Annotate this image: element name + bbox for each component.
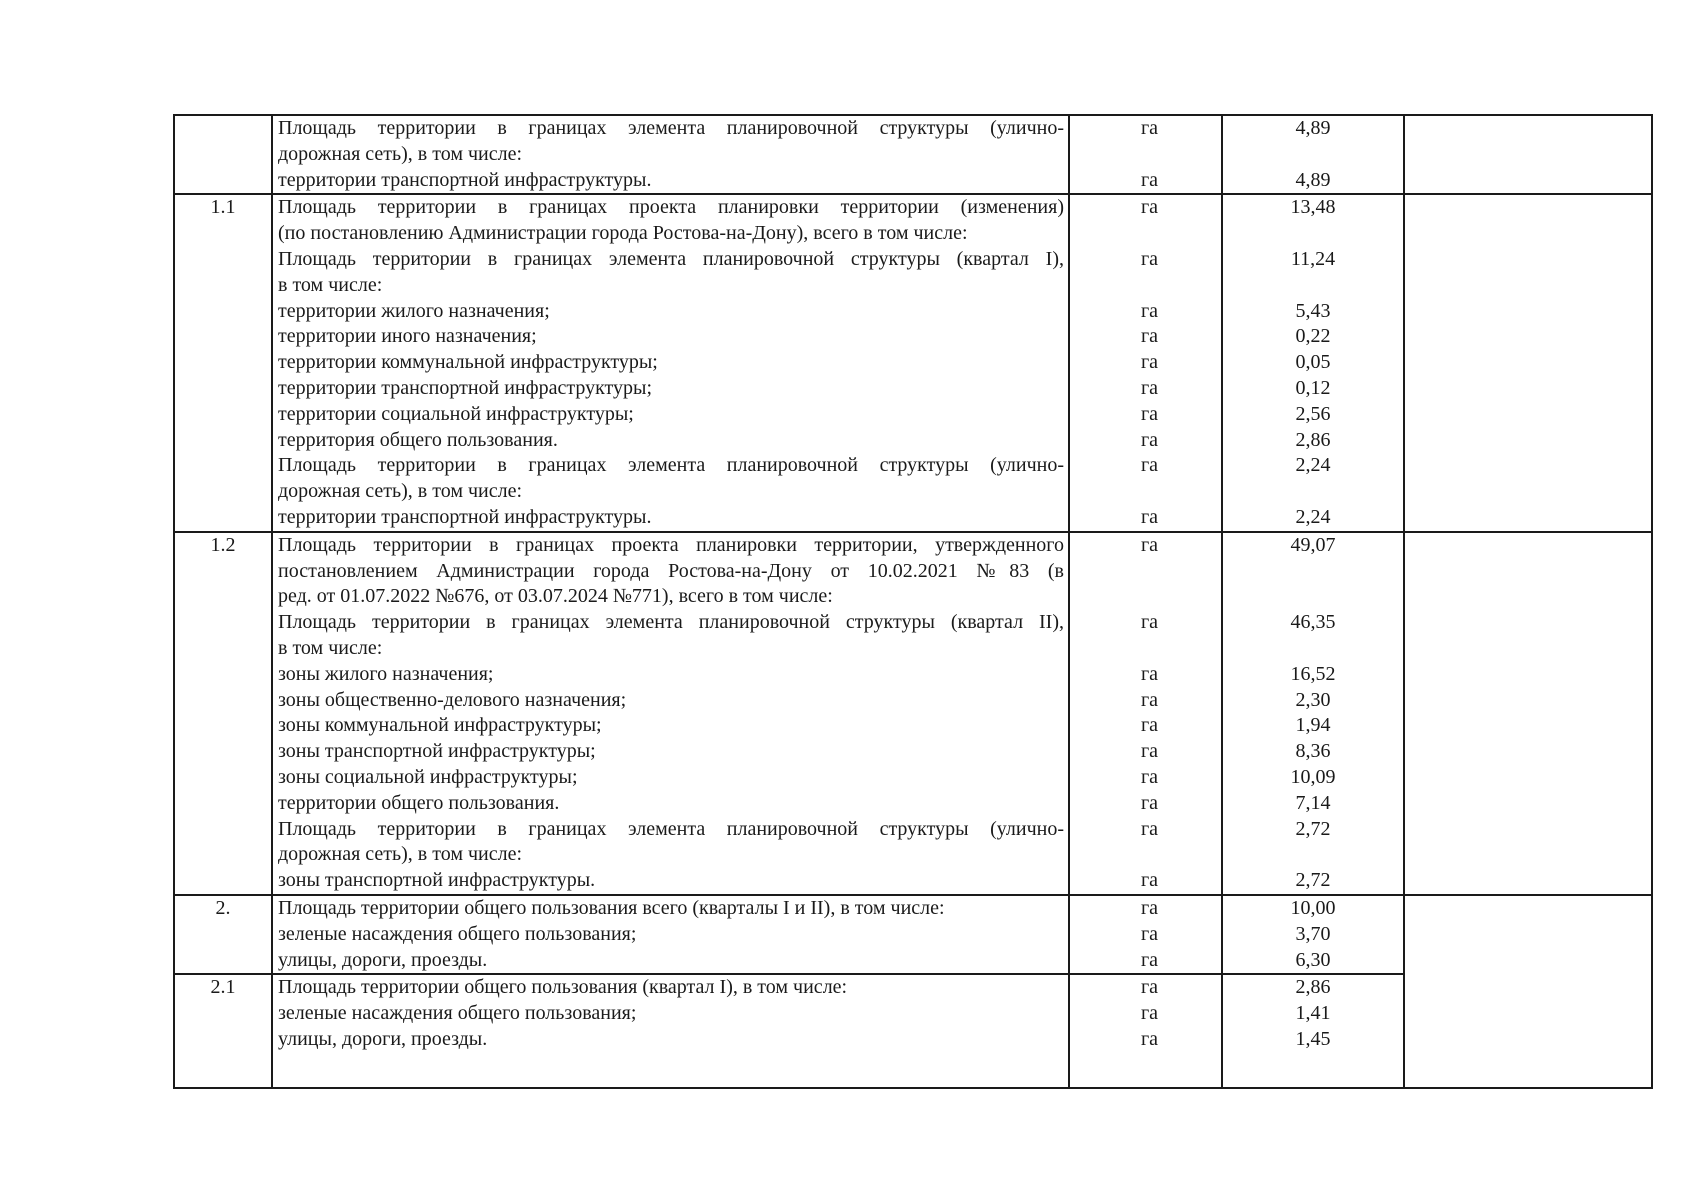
- indicator-value: 0,12: [1295, 376, 1331, 399]
- indicator-value: 46,35: [1290, 611, 1336, 634]
- empty-line: [1223, 636, 1403, 662]
- empty-line: [1223, 584, 1403, 610]
- indicator-text-line: зоны транспортной инфраструктуры;: [278, 740, 596, 763]
- value-cell: [1222, 895, 1404, 974]
- table-row: [174, 115, 1652, 194]
- indicator-text-line: Площадь территории в границах элемента планировочной структуры (улично-: [278, 454, 1064, 477]
- unit-label: га: [1140, 1027, 1159, 1050]
- unit-label: га: [1140, 247, 1159, 270]
- row-number: 2.1: [210, 976, 236, 999]
- indicator-text-line: территории транспортной инфраструктуры;: [278, 376, 652, 399]
- indicator-text-line: Площадь территории в границах элемента планировочной структуры (улично-: [278, 117, 1064, 139]
- row-number-cell: [174, 115, 272, 194]
- indicator-value: 1,94: [1295, 714, 1331, 737]
- indicator-value: 1,41: [1295, 1002, 1331, 1025]
- notes-cell: [1404, 895, 1652, 1088]
- indicator-value: 0,22: [1295, 325, 1331, 348]
- value-cell: [1222, 532, 1404, 895]
- row-number-cell: [174, 974, 272, 1087]
- unit-label: га: [1140, 1002, 1159, 1025]
- indicator-text-line: Площадь территории общего пользования (квартал I), в том числе:: [278, 976, 848, 999]
- unit-label: га: [1140, 117, 1159, 139]
- row-number-cell: [174, 895, 272, 974]
- indicator-value: 3,70: [1295, 922, 1331, 945]
- indicator-text-line: Площадь территории общего пользования всего (кварталы I и II), в том числе:: [278, 896, 945, 919]
- empty-line: [1070, 142, 1221, 168]
- indicator-text-line: дорожная сеть), в том числе:: [278, 843, 523, 866]
- unit-label: га: [1140, 896, 1159, 919]
- indicator-value: 10,09: [1290, 765, 1336, 788]
- indicator-value: 2,86: [1295, 976, 1331, 999]
- indicator-name-cell: [272, 974, 1069, 1087]
- unit-cell: [1069, 194, 1222, 531]
- empty-line: [1223, 221, 1403, 247]
- row-number: 1.1: [210, 196, 236, 219]
- indicator-text-line: зоны общественно-делового назначения;: [278, 688, 627, 711]
- empty-line: [1070, 273, 1221, 299]
- value-cell: [1222, 194, 1404, 531]
- unit-cell: [1069, 974, 1222, 1087]
- row-number: 2.: [215, 896, 231, 919]
- empty-line: [1223, 559, 1403, 585]
- unit-label: га: [1140, 402, 1159, 425]
- indicator-text-line: Площадь территории в границах проекта планировки территории, утвержденного: [278, 533, 1064, 556]
- indicator-text-line: Площадь территории в границах элемента планировочной структуры (квартал II),: [278, 611, 1064, 634]
- empty-line: [1070, 584, 1221, 610]
- unit-cell: [1069, 115, 1222, 194]
- indicator-text-line: Площадь территории в границах элемента планировочной структуры (квартал I),: [278, 247, 1064, 270]
- indicator-text-line: территории жилого назначения;: [278, 299, 550, 322]
- indicator-text-line: зоны жилого назначения;: [278, 662, 494, 685]
- indicator-value: 2,30: [1295, 688, 1331, 711]
- unit-label: га: [1140, 454, 1159, 477]
- unit-label: га: [1140, 376, 1159, 399]
- indicator-text-line: постановлением Администрации города Ростова-на-Дону от 10.02.2021 №83 (в: [278, 559, 1064, 582]
- notes-cell: [1404, 532, 1652, 895]
- indicator-value: 2,72: [1295, 817, 1331, 840]
- indicator-text-line: улицы, дороги, проезды.: [278, 1027, 488, 1050]
- empty-line: [1223, 142, 1403, 168]
- indicator-text-line: территории транспортной инфраструктуры.: [278, 505, 652, 528]
- indicator-text-line: (по постановлению Администрации города Ростова-на-Дону), всего в том числе:: [278, 222, 968, 245]
- notes-cell: [1404, 115, 1652, 194]
- indicator-value: 4,89: [1295, 168, 1331, 191]
- empty-line: [1223, 842, 1403, 868]
- unit-label: га: [1140, 922, 1159, 945]
- indicator-text-line: зоны социальной инфраструктуры;: [278, 765, 578, 788]
- bottom-padding: [1223, 1053, 1403, 1087]
- empty-line: [1070, 842, 1221, 868]
- indicator-text-line: Площадь территории в границах проекта планировки территории (изменения): [278, 196, 1064, 219]
- indicator-text-line: зеленые насаждения общего пользования;: [278, 922, 637, 945]
- indicator-value: 16,52: [1290, 662, 1336, 685]
- indicator-text-line: улицы, дороги, проезды.: [278, 948, 488, 971]
- unit-label: га: [1140, 325, 1159, 348]
- indicator-text-line: в том числе:: [278, 636, 383, 659]
- unit-label: га: [1140, 765, 1159, 788]
- indicator-value: 7,14: [1295, 791, 1331, 814]
- indicator-text-line: территория общего пользования.: [278, 428, 558, 451]
- bottom-padding: [1070, 1053, 1221, 1087]
- indicator-text-line: территории коммунальной инфраструктуры;: [278, 351, 658, 374]
- unit-label: га: [1140, 817, 1159, 840]
- indicator-text-line: дорожная сеть), в том числе:: [278, 480, 523, 503]
- indicator-value: 2,86: [1295, 428, 1331, 451]
- unit-label: га: [1140, 714, 1159, 737]
- unit-label: га: [1140, 869, 1159, 892]
- unit-label: га: [1140, 505, 1159, 528]
- unit-label: га: [1140, 168, 1159, 191]
- value-cell: [1222, 974, 1404, 1087]
- unit-cell: [1069, 895, 1222, 974]
- unit-label: га: [1140, 791, 1159, 814]
- indicator-name-cell: [272, 532, 1069, 895]
- indicator-value: 2,24: [1295, 454, 1331, 477]
- indicator-text-line: ред. от 01.07.2022 №676, от 03.07.2024 №771), всего в том числе:: [278, 585, 833, 608]
- unit-label: га: [1140, 976, 1159, 999]
- bottom-padding: [273, 1053, 1068, 1087]
- indicator-text-line: территории транспортной инфраструктуры.: [278, 168, 652, 191]
- unit-label: га: [1140, 196, 1159, 219]
- indicator-value: 8,36: [1295, 740, 1331, 763]
- unit-label: га: [1140, 299, 1159, 322]
- indicator-name-cell: [272, 895, 1069, 974]
- indicator-text-line: зоны транспортной инфраструктуры.: [278, 869, 596, 892]
- indicator-name-cell: [272, 115, 1069, 194]
- empty-line: [1070, 221, 1221, 247]
- row-number: [175, 116, 271, 142]
- unit-label: га: [1140, 428, 1159, 451]
- unit-label: га: [1140, 611, 1159, 634]
- unit-label: га: [1140, 351, 1159, 374]
- indicator-text-line: территории общего пользования.: [278, 791, 560, 814]
- row-number-cell: [174, 194, 272, 531]
- indicator-text-line: в том числе:: [278, 273, 383, 296]
- indicator-value: 6,30: [1295, 948, 1331, 971]
- indicator-text-line: зеленые насаждения общего пользования;: [278, 1002, 637, 1025]
- indicator-value: 0,05: [1295, 351, 1331, 374]
- empty-line: [1223, 479, 1403, 505]
- indicator-value: 5,43: [1295, 299, 1331, 322]
- indicator-value: 11,24: [1290, 247, 1336, 270]
- indicator-text-line: дорожная сеть), в том числе:: [278, 142, 523, 165]
- indicator-name-cell: [272, 194, 1069, 531]
- indicator-value: 10,00: [1290, 896, 1336, 919]
- unit-label: га: [1140, 533, 1159, 556]
- empty-line: [1070, 559, 1221, 585]
- row-number: 1.2: [210, 533, 236, 556]
- unit-label: га: [1140, 948, 1159, 971]
- indicator-text-line: зоны коммунальной инфраструктуры;: [278, 714, 602, 737]
- empty-line: [1223, 273, 1403, 299]
- empty-line: [1070, 636, 1221, 662]
- notes-cell: [1404, 194, 1652, 531]
- indicator-value: 13,48: [1290, 196, 1336, 219]
- indicator-text-line: территории социальной инфраструктуры;: [278, 402, 634, 425]
- indicator-text-line: территории иного назначения;: [278, 325, 537, 348]
- unit-label: га: [1140, 688, 1159, 711]
- value-cell: [1222, 115, 1404, 194]
- indicator-value: 2,72: [1295, 869, 1331, 892]
- table-row: [174, 194, 1652, 531]
- table-row: [174, 895, 1652, 974]
- unit-cell: [1069, 532, 1222, 895]
- indicator-value: 1,45: [1295, 1027, 1331, 1050]
- indicator-value: 2,24: [1295, 505, 1331, 528]
- indicator-value: 2,56: [1295, 402, 1331, 425]
- row-number-cell: [174, 532, 272, 895]
- indicator-value: 49,07: [1290, 533, 1336, 556]
- unit-label: га: [1140, 740, 1159, 763]
- indicator-value: 4,89: [1295, 117, 1331, 139]
- table-row: [174, 532, 1652, 895]
- indicators-table: [173, 114, 1653, 1089]
- empty-line: [1070, 479, 1221, 505]
- indicator-text-line: Площадь территории в границах элемента планировочной структуры (улично-: [278, 817, 1064, 840]
- unit-label: га: [1140, 662, 1159, 685]
